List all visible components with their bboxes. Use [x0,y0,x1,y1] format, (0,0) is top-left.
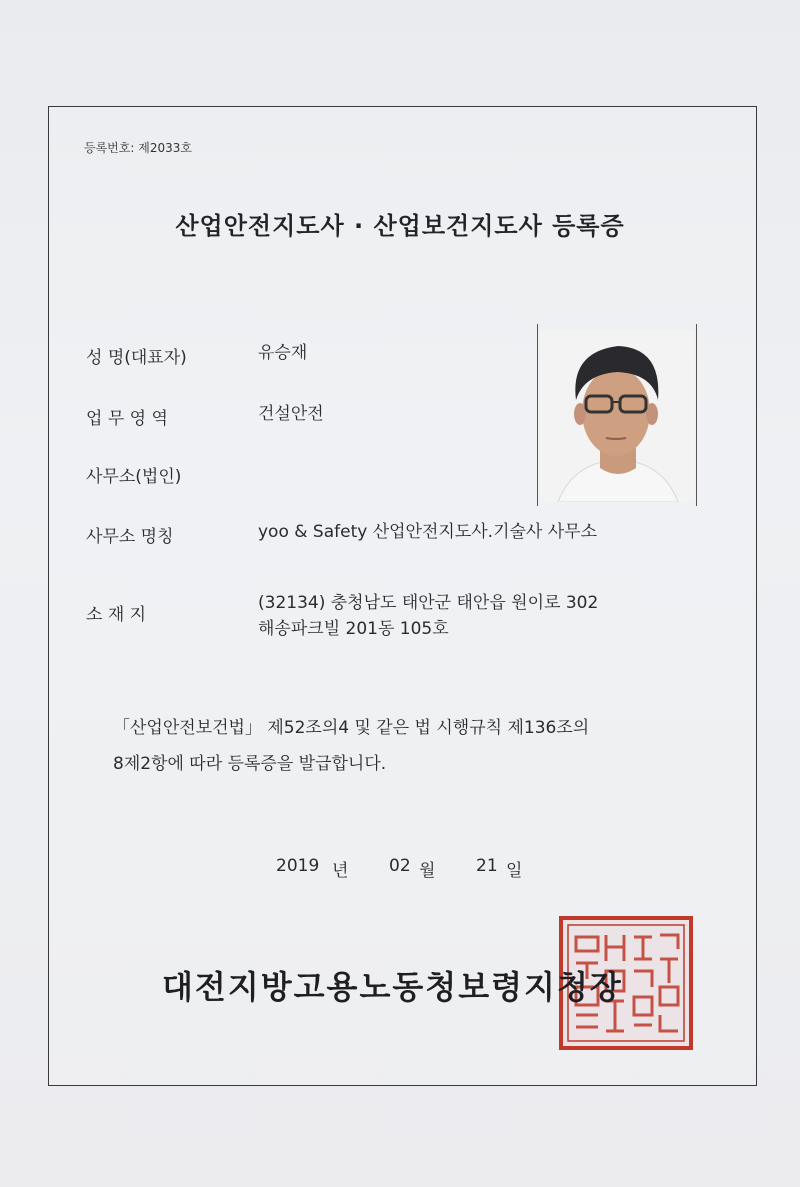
date-year-unit: 년 [332,861,349,881]
name-value: 유승재 [258,343,308,363]
registration-number: 등록번호: 제2033호 [84,141,192,155]
address-label: 소 재 지 [86,605,147,625]
date-day-unit: 일 [506,861,523,881]
office-name-value: yoo & Safety 산업안전지도사.기술사 사무소 [258,522,598,542]
address-line-1: (32134) 충청남도 태안군 태안읍 원이로 302 [258,593,599,613]
address-value [258,590,598,642]
certificate-title: 산업안전지도사 · 산업보건지도사 등록증 [175,212,625,240]
office-name-label: 사무소 명칭 [86,527,174,547]
date-year: 2019 [276,856,320,876]
business-area-value: 건설안전 [258,404,324,424]
date-day: 21 [476,856,498,876]
name-label: 성 명(대표자) [86,348,187,368]
date-month: 02 [389,856,411,876]
issuer-name: 대전지방고용노동청보령지청장 [162,968,623,1006]
certificate-body [113,710,733,782]
office-corp-label: 사무소(법인) [86,467,182,487]
address-line-2: 해송파크빌 201동 105호 [258,619,449,639]
body-line-2: 8제2항에 따라 등록증을 발급합니다. [113,754,387,774]
business-area-label: 업 무 영 역 [86,409,168,429]
portrait-photo [540,330,695,502]
body-line-1: 「산업안전보건법」 제52조의4 및 같은 법 시행규칙 제136조의 [113,718,590,738]
date-month-unit: 월 [419,861,436,881]
